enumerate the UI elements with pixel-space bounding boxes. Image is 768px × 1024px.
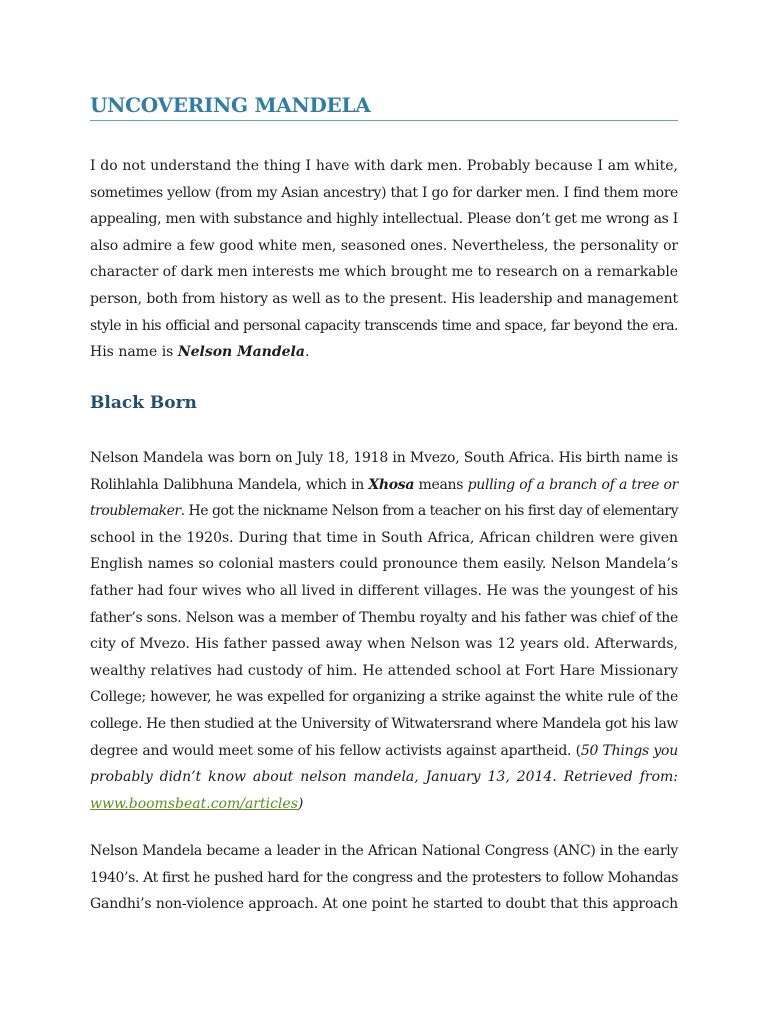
citation-close: ) xyxy=(297,795,304,812)
birth-text: Rolihlahla Dalibhuna Mandela, which in xyxy=(90,476,369,493)
birth-line: father had four wives who all lived in different villages. He was the youngest of his xyxy=(90,582,678,599)
intro-line: I do not understand the thing I have with dark men. Probably because I am white, xyxy=(90,158,678,174)
anc-line: Gandhi’s non-violence approach. At one point he started to doubt that this approach xyxy=(90,896,678,913)
citation-line: probably didn’t know about nelson mandela, January 13, 2014. Retrieved from: xyxy=(90,769,678,786)
birth-line xyxy=(90,738,678,765)
section-heading-black-born: Black Born xyxy=(90,393,197,413)
birth-line xyxy=(90,472,678,499)
intro-last-prefix: His name is xyxy=(90,344,178,361)
name-meaning: pulling of a branch of a tree or xyxy=(467,476,678,493)
document-title: UNCOVERING MANDELA xyxy=(90,93,371,117)
anc-line: Nelson Mandela became a leader in the African National Congress (ANC) in the early xyxy=(90,843,678,859)
anc-line: 1940’s. At first he pushed hard for the congress and the protesters to follow Mohandas xyxy=(90,869,678,886)
birth-line: college. He then studied at the University of Witwatersrand where Mandela got his law xyxy=(90,715,678,732)
source-link[interactable]: www.boomsbeat.com/articles xyxy=(90,795,298,812)
birth-line: College; however, he was expelled for organizing a strike against the white rule of the xyxy=(90,689,678,706)
intro-line: sometimes yellow (from my Asian ancestry) that I go for darker men. I find them more xyxy=(90,184,678,201)
intro-line: character of dark men interests me which brought me to research on a remarkable xyxy=(90,264,678,281)
intro-line-last xyxy=(90,339,678,366)
intro-line: person, both from history as well as to the present. His leadership and management xyxy=(90,290,678,307)
name-meaning-cont: troublemaker xyxy=(90,503,181,520)
birth-text: degree and would meet some of his fellow activists against apartheid. ( xyxy=(90,742,581,759)
anc-paragraph xyxy=(90,838,678,918)
intro-last-suffix: . xyxy=(304,344,310,361)
intro-paragraph xyxy=(90,153,678,366)
intro-line: also admire a few good white men, seasoned ones. Nevertheless, the personality or xyxy=(90,237,678,254)
birth-line: school in the 1920s. During that time in South Africa, African children were given xyxy=(90,529,678,546)
birth-line: Nelson Mandela was born on July 18, 1918 in Mvezo, South Africa. His birth name is xyxy=(90,450,678,466)
citation-text: 50 Things you xyxy=(580,742,678,759)
subject-name: Nelson Mandela xyxy=(177,344,305,361)
title-underline xyxy=(90,120,678,121)
birth-line: English names so colonial masters could pronounce them easily. Nelson Mandela’s xyxy=(90,556,678,573)
intro-line: style in his official and personal capacity transcends time and space, far beyond the era. xyxy=(90,317,678,334)
birth-paragraph xyxy=(90,445,678,817)
xhosa-term: Xhosa xyxy=(368,476,415,493)
citation-link-line xyxy=(90,791,678,818)
birth-line: father’s sons. Nelson was a member of Thembu royalty and his father was chief of the xyxy=(90,609,678,626)
birth-line: city of Mvezo. His father passed away when Nelson was 12 years old. Afterwards, xyxy=(90,636,678,653)
intro-line: appealing, men with substance and highly intellectual. Please don’t get me wrong as I xyxy=(90,211,678,228)
birth-line: wealthy relatives had custody of him. He attended school at Fort Hare Missionary xyxy=(90,662,678,679)
birth-line xyxy=(90,498,678,525)
birth-text: means xyxy=(414,476,468,493)
birth-text: . He got the nickname Nelson from a teacher on his first day of elementary xyxy=(180,503,678,520)
